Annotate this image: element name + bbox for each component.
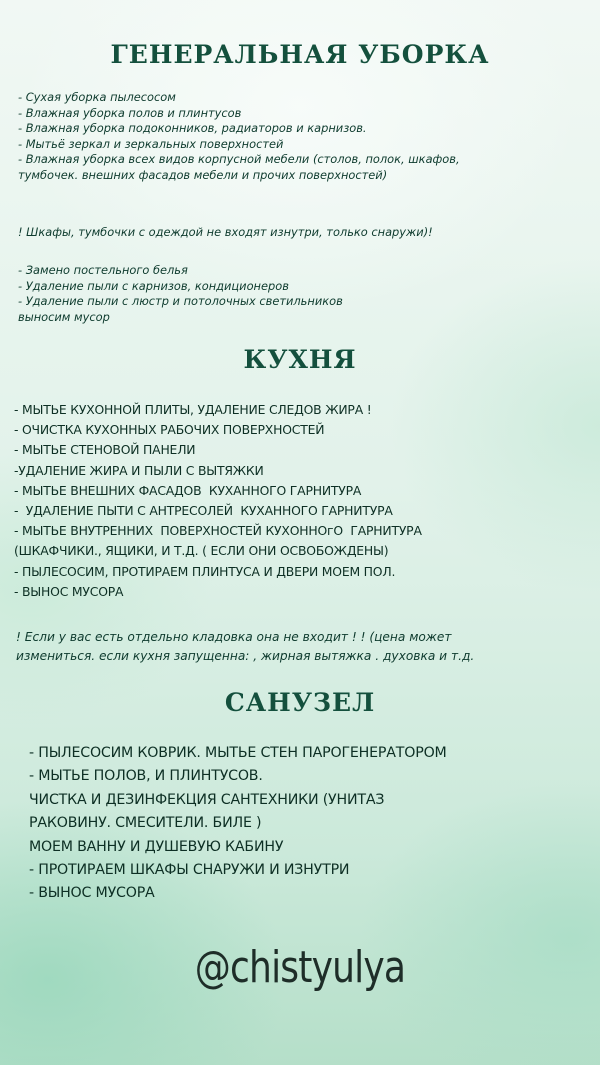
list-item: - ПРОТИРАЕМ ШКАФЫ СНАРУЖИ И ИЗНУТРИ: [29, 862, 350, 879]
list-item: - Удаление пыли с карнизов, кондиционеров: [18, 278, 289, 293]
list-item: - Влажная уборка всех видов корпусной мебели (столов, полок, шкафов,: [18, 152, 460, 167]
list-item: - МЫТЬЕ ВНУТРЕННИХ ПОВЕРХНОСТЕЙ КУХОННОгО ГАРНИТУРА: [14, 523, 422, 539]
list-item: - МЫТЬЕ СТЕНОВОЙ ПАНЕЛИ: [14, 442, 196, 458]
general-cleaning-extra-list: [18, 263, 588, 325]
bathroom-title: САНУЗЕЛ: [224, 688, 376, 717]
list-item: - Влажная уборка полов и плинтусов: [18, 105, 242, 120]
note-line: измениться. если кухня запущенна: , жирная вытяжка . духовка и т.д.: [16, 649, 475, 663]
list-item: - Влажная уборка подоконников, радиаторов и карнизов.: [18, 121, 367, 136]
list-item: МОЕМ ВАННУ И ДУШЕВУЮ КАБИНУ: [29, 838, 284, 855]
list-item: - ПЫЛЕСОСИМ КОВРИК. МЫТЬЕ СТЕН ПАРОГЕНЕРАТОРОМ: [29, 745, 447, 761]
list-item: (ШКАФЧИКИ., ЯЩИКИ, И Т.Д. ( ЕСЛИ ОНИ ОСВОБОЖДЕНЫ): [14, 543, 389, 559]
list-item: - ОЧИСТКА КУХОННЫХ РАБОЧИХ ПОВЕРХНОСТЕЙ: [14, 422, 325, 438]
list-item: выносим мусор: [18, 309, 110, 324]
list-item: - МЫТЬЕ ВНЕШНИХ ФАСАДОВ КУХАННОГО ГАРНИТУРА: [14, 482, 362, 498]
list-item: - Мытьё зеркал и зеркальных поверхностей: [18, 136, 284, 151]
list-item: - МЫТЬЕ КУХОННОЙ ПЛИТЫ, УДАЛЕНИЕ СЛЕДОВ ЖИРА !: [14, 402, 372, 417]
list-item: -УДАЛЕНИЕ ЖИРА И ПЫЛИ С ВЫТЯЖКИ: [14, 462, 264, 478]
bathroom-list: [29, 742, 447, 906]
note-text: ! Шкафы, тумбочки с одеждой не входят изнутри, только снаружи)!: [18, 225, 433, 239]
general-cleaning-title: ГЕНЕРАЛЬНАЯ УБОРКА: [110, 40, 490, 69]
list-item: - МЫТЬЕ ПОЛОВ, И ПЛИНТУСОВ.: [29, 768, 263, 785]
list-item: - Замено постельного белья: [18, 263, 188, 277]
list-item: РАКОВИНУ. СМЕСИТЕЛИ. БИЛЕ ): [29, 815, 262, 832]
list-item: ЧИСТКА И ДЕЗИНФЕКЦИЯ САНТЕХНИКИ (УНИТАЗ: [29, 791, 385, 808]
list-item: - Удаление пыли с люстр и потолочных светильников: [18, 294, 343, 309]
kitchen-list: [14, 400, 422, 602]
list-item: - УДАЛЕНИЕ ПЫТИ С АНТРЕСОЛЕЙ КУХАННОГО ГАРНИТУРА: [14, 503, 393, 519]
list-item: - Сухая уборка пылесосом: [18, 90, 176, 104]
kitchen-title: КУХНЯ: [243, 345, 357, 374]
list-item: тумбочек. внешних фасадов мебели и прочих поверхностей): [18, 167, 388, 182]
list-item: - ПЫЛЕСОСИМ, ПРОТИРАЕМ ПЛИНТУСА И ДВЕРИ МОЕМ ПОЛ.: [14, 563, 396, 579]
general-cleaning-note: [18, 225, 588, 241]
list-item: - ВЫНОС МУСОРА: [29, 885, 155, 902]
list-item: - ВЫНОС МУСОРА: [14, 583, 124, 599]
note-line: ! Если у вас есть отдельно кладовка она не входит ! ! (цена может: [16, 630, 452, 644]
instagram-handle: @chistyulya: [194, 942, 406, 993]
general-cleaning-list: [18, 90, 588, 184]
kitchen-note: [16, 628, 586, 666]
